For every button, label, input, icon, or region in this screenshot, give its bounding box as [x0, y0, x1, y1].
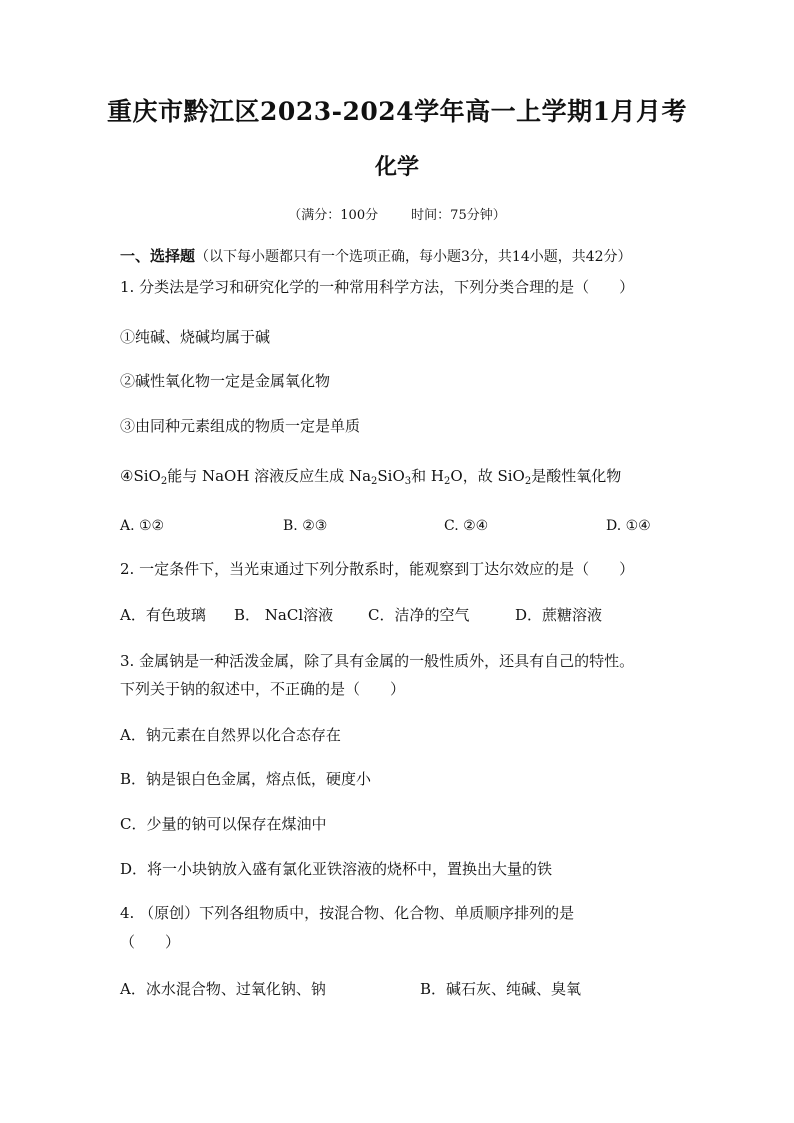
question-1-stem: 1. 分类法是学习和研究化学的一种常用科学方法，下列分类合理的是（ ） [120, 278, 635, 296]
question-2-option-c: C．洁净的空气 [368, 606, 470, 624]
question-4-option-b: B．碱石灰、纯碱、臭氧 [420, 980, 582, 998]
page-title: 重庆市黔江区2023-2024学年高一上学期1月月考 [107, 97, 687, 126]
question-2-option-a: A．有色玻璃 [120, 606, 206, 624]
question-1-option-b: B. ②③ [283, 518, 328, 534]
question-2-option-d: D．蔗糖溶液 [515, 606, 603, 624]
question-1-statement-3: ③由同种元素组成的物质一定是单质 [120, 417, 361, 435]
score-info: （满分：100分 [288, 208, 379, 223]
section-title: 一、选择题 [120, 247, 196, 265]
question-1-option-a: A. ①② [120, 518, 165, 534]
question-3-option-d: D．将一小块钠放入盛有氯化亚铁溶液的烧杯中，置换出大量的铁 [120, 860, 553, 878]
question-2-stem: 2. 一定条件下，当光束通过下列分散系时，能观察到丁达尔效应的是（ ） [120, 560, 635, 578]
question-3-option-b: B．钠是银白色金属，熔点低，硬度小 [120, 770, 372, 788]
section-note: （以下每小题都只有一个选项正确，每小题3分，共14小题，共42分） [195, 249, 632, 265]
question-3-stem-line-2: 下列关于钠的叙述中，不正确的是（ ） [120, 680, 406, 698]
question-3-stem-line-1: 3. 金属钠是一种活泼金属，除了具有金属的一般性质外，还具有自己的特性。 [120, 652, 635, 670]
exam-meta [0, 204, 794, 223]
question-1-statement-4: ④SiO$_2$能与 NaOH 溶液反应生成 $Na_2SiO_3$和 $H_2O$，故 SiO$_2$是酸性氧化物 [120, 467, 622, 487]
question-4-stem-line-1: 4. （原创）下列各组物质中，按混合物、化合物、单质顺序排列的是 [120, 904, 575, 922]
subject-title: 化学 [374, 154, 419, 180]
section-header [120, 245, 632, 268]
question-3-option-a: A．钠元素在自然界以化合态存在 [120, 726, 341, 744]
time-info: 时间：75分钟） [411, 208, 506, 223]
question-3-option-c: C．少量的钠可以保存在煤油中 [120, 815, 327, 833]
question-1-statement-1: ①纯碱、烧碱均属于碱 [120, 328, 271, 346]
question-1-statement-2: ②碱性氧化物一定是金属氧化物 [120, 372, 331, 390]
question-4-stem-line-2: （ ） [120, 933, 181, 951]
question-4-option-a: A．冰水混合物、过氧化钠、钠 [120, 980, 326, 998]
question-2-option-b: B． NaCl溶液 [234, 606, 334, 624]
question-1-option-c: C. ②④ [444, 518, 489, 534]
question-1-option-d: D. ①④ [606, 518, 651, 534]
